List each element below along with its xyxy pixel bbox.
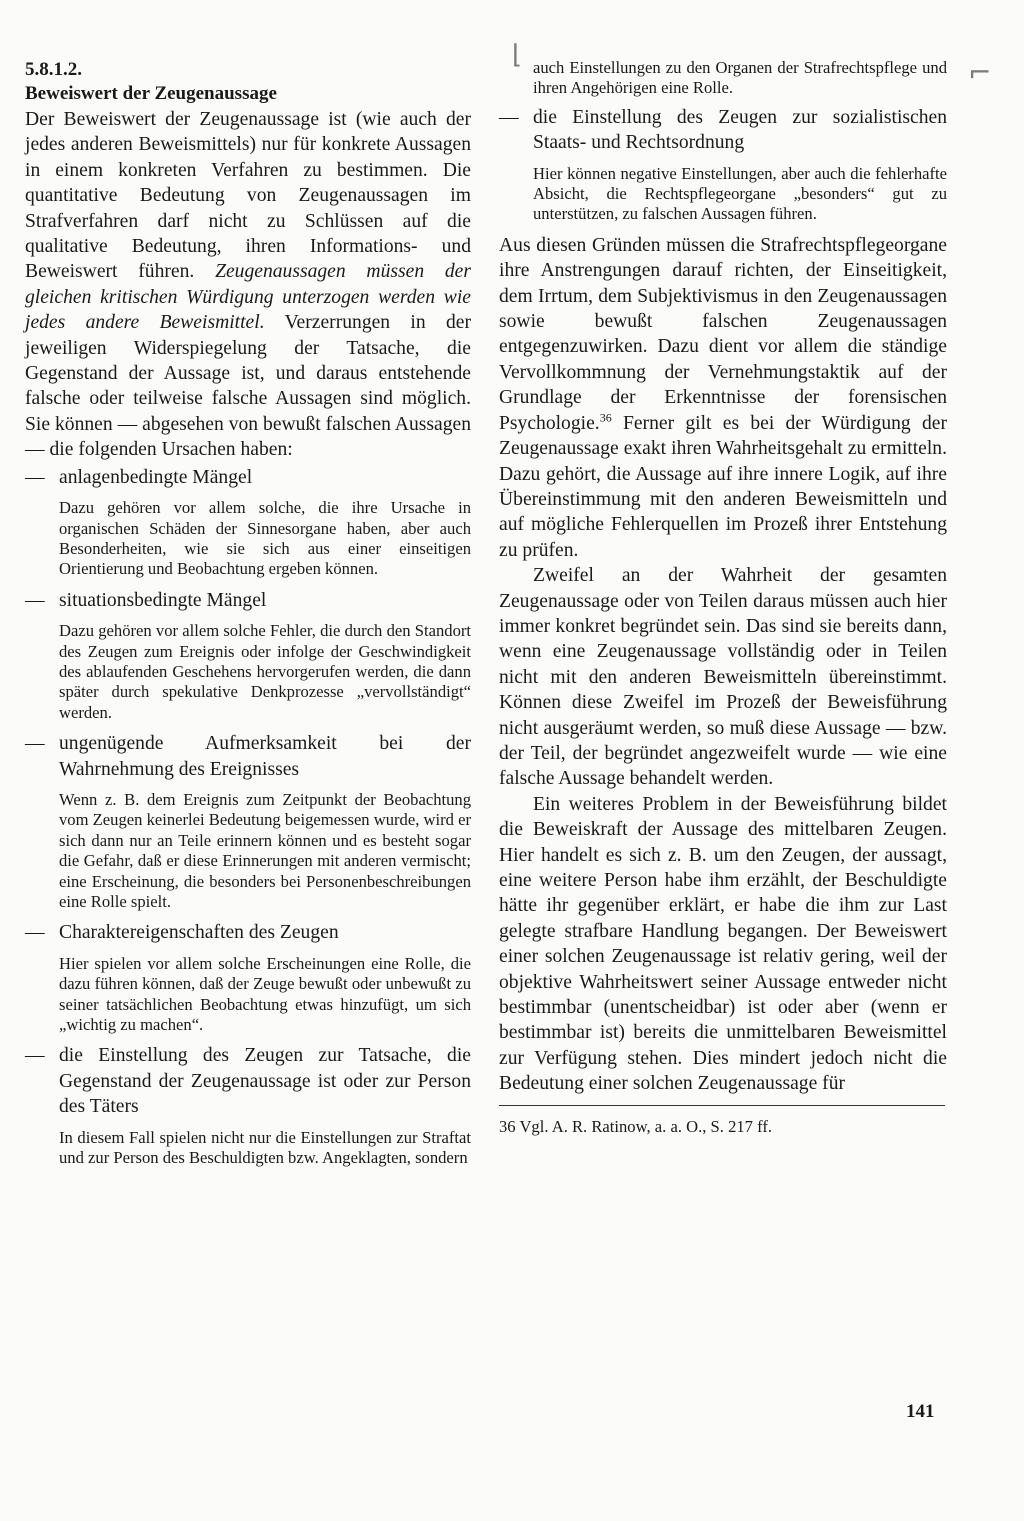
left-column [25, 58, 471, 1176]
footnote: 36 Vgl. A. R. Ratinow, a. a. O., S. 217 ff. [499, 1116, 773, 1136]
page-number: 141 [906, 1401, 935, 1422]
list-item-label: situationsbedingte Mängel [59, 589, 267, 611]
list-item-note: Wenn z. B. dem Ereignis zum Zeitpunkt der Beobachtung vom Zeugen keinerlei Bedeutung beigemessen wurde, wird er sich dann nur an Teile erinnern können und es besteht sogar die Gefahr, daß er diese Erinnerungen mit anderen vermischt; eine Erscheinung, die besonders bei Personenbeschreibungen eine Rolle spielt. [59, 789, 471, 911]
dash-bullet: — [25, 733, 45, 755]
right-column [499, 58, 947, 1137]
cause-list [25, 465, 471, 1169]
list-item-note: Dazu gehören vor allem solche, die ihre Ursache in organischen Schäden der Sinnesorgane haben, aber auch Besonderheiten, wie sie sich aus einer einseitigen Orientierung und Beobachtung ergeben können. [59, 498, 471, 579]
dash-bullet: — [25, 589, 45, 611]
footnote-divider [499, 1105, 945, 1106]
list-item-note: Dazu gehören vor allem solche Fehler, die durch den Standort des Zeugen zum Ereignis oder infolge der Geschwindigkeit des ablaufenden Geschehens hervorgerufen werden, die dann später durch spekulative Denkprozesse „vervollständigt“ werden. [59, 621, 471, 722]
paragraph-text: Ferner gilt es bei der Würdigung der Zeugenaussage exakt ihren Wahrheitsgehalt zu ermitteln. Dazu gehört, die Aussage auf ihre innere Logik, auf ihre Übereinstimmung mit den anderen Beweismitteln und auf mögliche Fehlerquellen im Prozeß ihrer Entstehung zu prüfen. [499, 412, 947, 561]
intro-emphasis: Zeugenaussagen müssen der gleichen kritischen Würdigung unterzogen werden wie jedes andere Beweismittel. [25, 261, 471, 334]
paragraph: Zweifel an der Wahrheit der gesamten Zeugenaussage oder von Teilen daraus müssen auch hier immer konkret begründet sein. Das sind sie bereits dann, wenn eine Zeugenaussage vollständig oder in Teilen nicht mit den anderen Beweismitteln übereinstimmt. Können diese Zweifel im Prozeß der Beweisführung nicht ausgeräumt werden, so muß diese Aussage — bzw. der Teil, der begründet angezweifelt wurde — wie eine falsche Aussage behandelt werden. [499, 565, 947, 790]
pencil-mark-icon: ⌊ [512, 40, 523, 70]
dash-bullet: — [25, 1045, 45, 1067]
list-item-note: In diesem Fall spielen nicht nur die Einstellungen zur Straftat und zur Person des Beschuldigten bzw. Angeklagten, sondern [59, 1127, 471, 1168]
list-item [499, 105, 947, 156]
paragraph [499, 233, 947, 563]
list-item [25, 465, 471, 490]
list-item-label: anlagenbedingte Mängel [59, 466, 253, 488]
list-item-label: Charaktereigenschaften des Zeugen [59, 922, 339, 944]
list-item-label: die Einstellung des Zeugen zur sozialistischen Staats- und Rechtsordnung [533, 106, 947, 154]
dash-bullet: — [25, 466, 45, 488]
list-item-label: ungenügende Aufmerksamkeit bei der Wahrnehmung des Ereignisses [59, 733, 471, 780]
list-item [25, 588, 471, 613]
paragraph-text: Aus diesen Gründen müssen die Strafrechtspflegeorgane ihre Anstrengungen darauf richten, der Einseitigkeit, dem Irrtum, dem Subjektivismus in den Zeugenaussagen sowie bewußt falschen Zeugenaussagen entgegenzuwirken. Dazu dient vor allem die ständige Vervollkommnung der Vernehmungstaktik auf der Grundlage der Erkenntnisse der forensischen Psychologie. [499, 234, 947, 434]
footnote-reference: 36 [599, 410, 612, 425]
list-item-note: Hier können negative Einstellungen, aber auch die fehlerhafte Absicht, die Rechtspflegeorgane „besonders“ gut zu unterstützen, zu falschen Aussagen führen. [533, 163, 947, 224]
list-item [25, 1043, 471, 1119]
list-item-label: die Einstellung des Zeugen zur Tatsache, die Gegenstand der Zeugenaussage ist oder zur Person des Täters [59, 1045, 471, 1118]
section-title: Beweiswert der Zeugenaussage [25, 83, 277, 104]
intro-rest: Verzerrungen in der jeweiligen Widerspiegelung der Tatsache, die Gegenstand der Aussage ist, und daraus entstehende falsche oder teilweise falsche Aussagen sind möglich. Sie können — abgesehen von bewußt falschen Aussagen — die folgenden Ursachen haben: [25, 312, 471, 461]
list-item [25, 731, 471, 782]
section-number: 5.8.1.2. [25, 59, 82, 80]
pencil-mark-icon: ⌐ [968, 56, 992, 89]
continued-note: auch Einstellungen zu den Organen der Strafrechtspflege und ihren Angehörigen eine Rolle. [533, 58, 947, 98]
dash-bullet: — [499, 106, 519, 128]
list-item [25, 920, 471, 945]
paragraph: Ein weiteres Problem in der Beweisführung bildet die Beweiskraft der Aussage des mittelbaren Zeugen. Hier handelt es sich z. B. um den Zeugen, der aussagt, eine weitere Person habe ihm erzählt, der Beschuldigte hätte ihr gegenüber erklärt, er habe die ihm zur Last gelegte strafbare Handlung begangen. Der Beweiswert einer solchen Zeugenaussage ist relativ gering, weil der objektive Wahrheitswert seiner Aussage entweder nicht bestimmbar (unentscheidbar) ist oder aber (wenn er bestimmbar ist) bereits die unmittelbaren Beweismittel zur Verfügung stehen. Dies mindert jedoch nicht die Bedeutung einer solchen Zeugenaussage für [499, 793, 947, 1095]
intro-paragraph [25, 107, 471, 463]
dash-bullet: — [25, 922, 45, 944]
intro-text: Der Beweiswert der Zeugenaussage ist (wie auch der jedes anderen Beweismittels) nur für konkrete Aussagen in einem konkreten Verfahren zu bestimmen. Die quantitative Bedeutung von Zeugenaussagen im Strafverfahren darf nicht zu Schlüssen auf die qualitative Bedeutung, ihren Informations- und Beweiswert führen. [25, 109, 471, 283]
list-item-note: Hier spielen vor allem solche Erscheinungen eine Rolle, die dazu führen können, daß der Zeuge bewußt oder unbewußt zu seiner tatsächlichen Beobachtung etwas hinzufügt, um sich „wichtig zu machen“. [59, 953, 471, 1035]
